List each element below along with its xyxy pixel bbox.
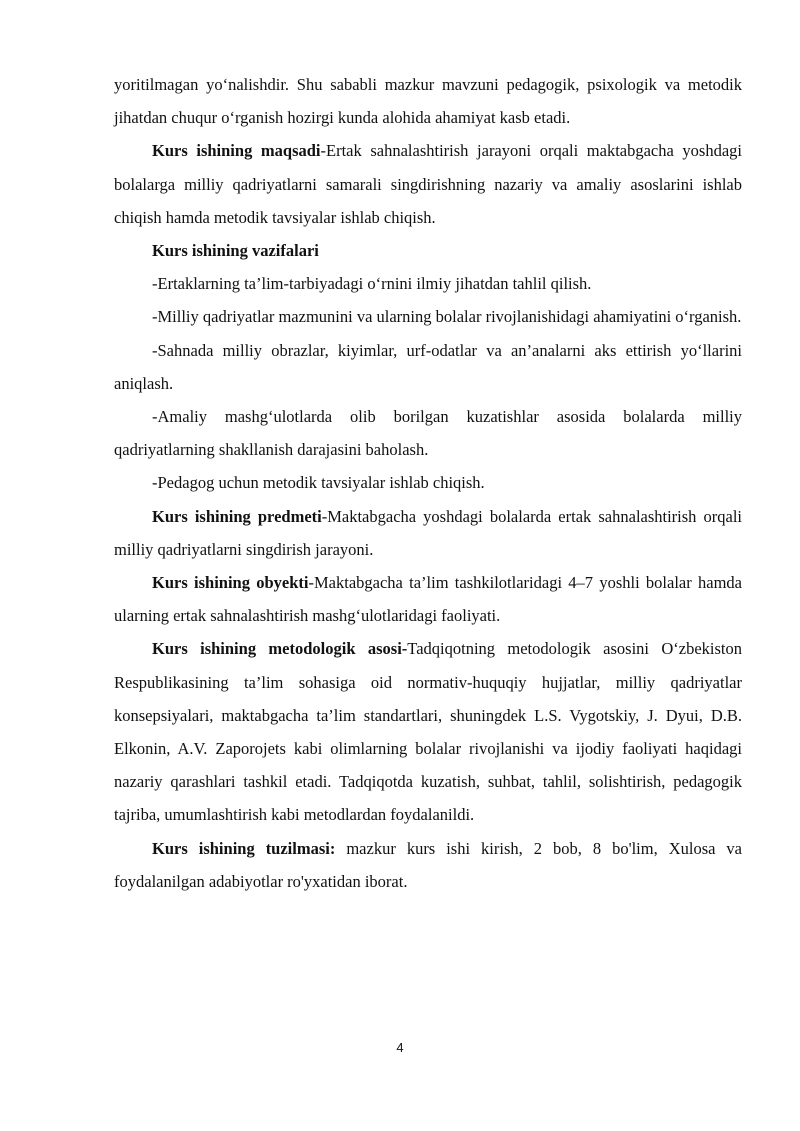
goal-paragraph bbox=[114, 134, 742, 234]
task-item-5: -Pedagog uchun metodik tavsiyalar ishlab chiqish. bbox=[152, 473, 485, 493]
structure-label: Kurs ishining tuzilmasi: bbox=[152, 838, 336, 858]
object-label: Kurs ishining obyekti bbox=[152, 573, 309, 593]
subject-paragraph bbox=[114, 500, 742, 566]
goal-label: Kurs ishining maqsadi bbox=[152, 141, 321, 161]
subject-label: Kurs ishining predmeti bbox=[152, 506, 322, 526]
task-item-3: -Sahnada milliy obrazlar, kiyimlar, urf-odatlar va an’analarni aks ettirish yo‘llarini aniqlash. bbox=[114, 340, 742, 393]
goal-text: -Ertak sahnalashtirish jarayoni orqali maktabgacha yoshdagi bolalarga milliy qadriyatlarni samarali singdirishning nazariy va amaliy asoslarini ishlab chiqish hamda metodik tavsiyalar ishlab chiqish. bbox=[114, 141, 743, 227]
task-item-4: -Amaliy mashg‘ulotlarda olib borilgan kuzatishlar asosida bolalarda milliy qadriyatlarning shakllanish darajasini baholash. bbox=[114, 407, 742, 460]
structure-paragraph bbox=[114, 832, 742, 898]
page-body bbox=[114, 68, 742, 898]
subject-text: -Maktabgacha yoshdagi bolalarda ertak sahnalashtirish orqali milliy qadriyatlarni singdirish jarayoni. bbox=[114, 506, 743, 559]
task-item-2: -Milliy qadriyatlar mazmunini va ularning bolalar rivojlanishidagi ahamiyatini o‘rganish. bbox=[152, 307, 742, 327]
intro-continuation-paragraph: yoritilmagan yo‘nalishdir. Shu sababli mazkur mavzuni pedagogik, psixologik va metodik jihatdan chuqur o‘rganish hozirgi kunda alohida ahamiyat kasb etadi. bbox=[114, 75, 742, 128]
methodology-paragraph bbox=[114, 632, 742, 831]
tasks-heading: Kurs ishining vazifalari bbox=[152, 241, 319, 261]
object-paragraph bbox=[114, 566, 742, 632]
methodology-label: Kurs ishining metodologik asosi- bbox=[152, 639, 408, 659]
object-text: -Maktabgacha ta’lim tashkilotlaridagi 4–7 yoshli bolalar hamda ularning ertak sahnalashtirish mashg‘ulotlaridagi faoliyati. bbox=[114, 573, 742, 626]
task-item-1: -Ertaklarning ta’lim-tarbiyadagi o‘rnini ilmiy jihatdan tahlil qilish. bbox=[152, 274, 592, 294]
methodology-text: Tadqiqotning metodologik asosini O‘zbekiston Respublikasining ta’lim sohasiga oid normativ-huquqiy hujjatlar, milliy qadriyatlar konsepsiyalari, maktabgacha ta’lim standartlari, shuningdek L.S. Vygotskiy, J. Dyui, D.B. Elkonin, A.V. Zaporojets kabi olimlarning bolalar rivojlanishi va ijodiy faoliyati haqidagi nazariy qarashlari tashkil etadi. Tadqiqotda kuzatish, suhbat, tahlil, solishtirish, pedagogik tajriba, umumlashtirish kabi metodlardan foydalanildi. bbox=[114, 639, 742, 825]
page-number: 4 bbox=[396, 1040, 404, 1055]
structure-text: mazkur kurs ishi kirish, 2 bob, 8 bo'lim, Xulosa va foydalanilgan adabiyotlar ro'yxatidan iborat. bbox=[114, 838, 743, 891]
